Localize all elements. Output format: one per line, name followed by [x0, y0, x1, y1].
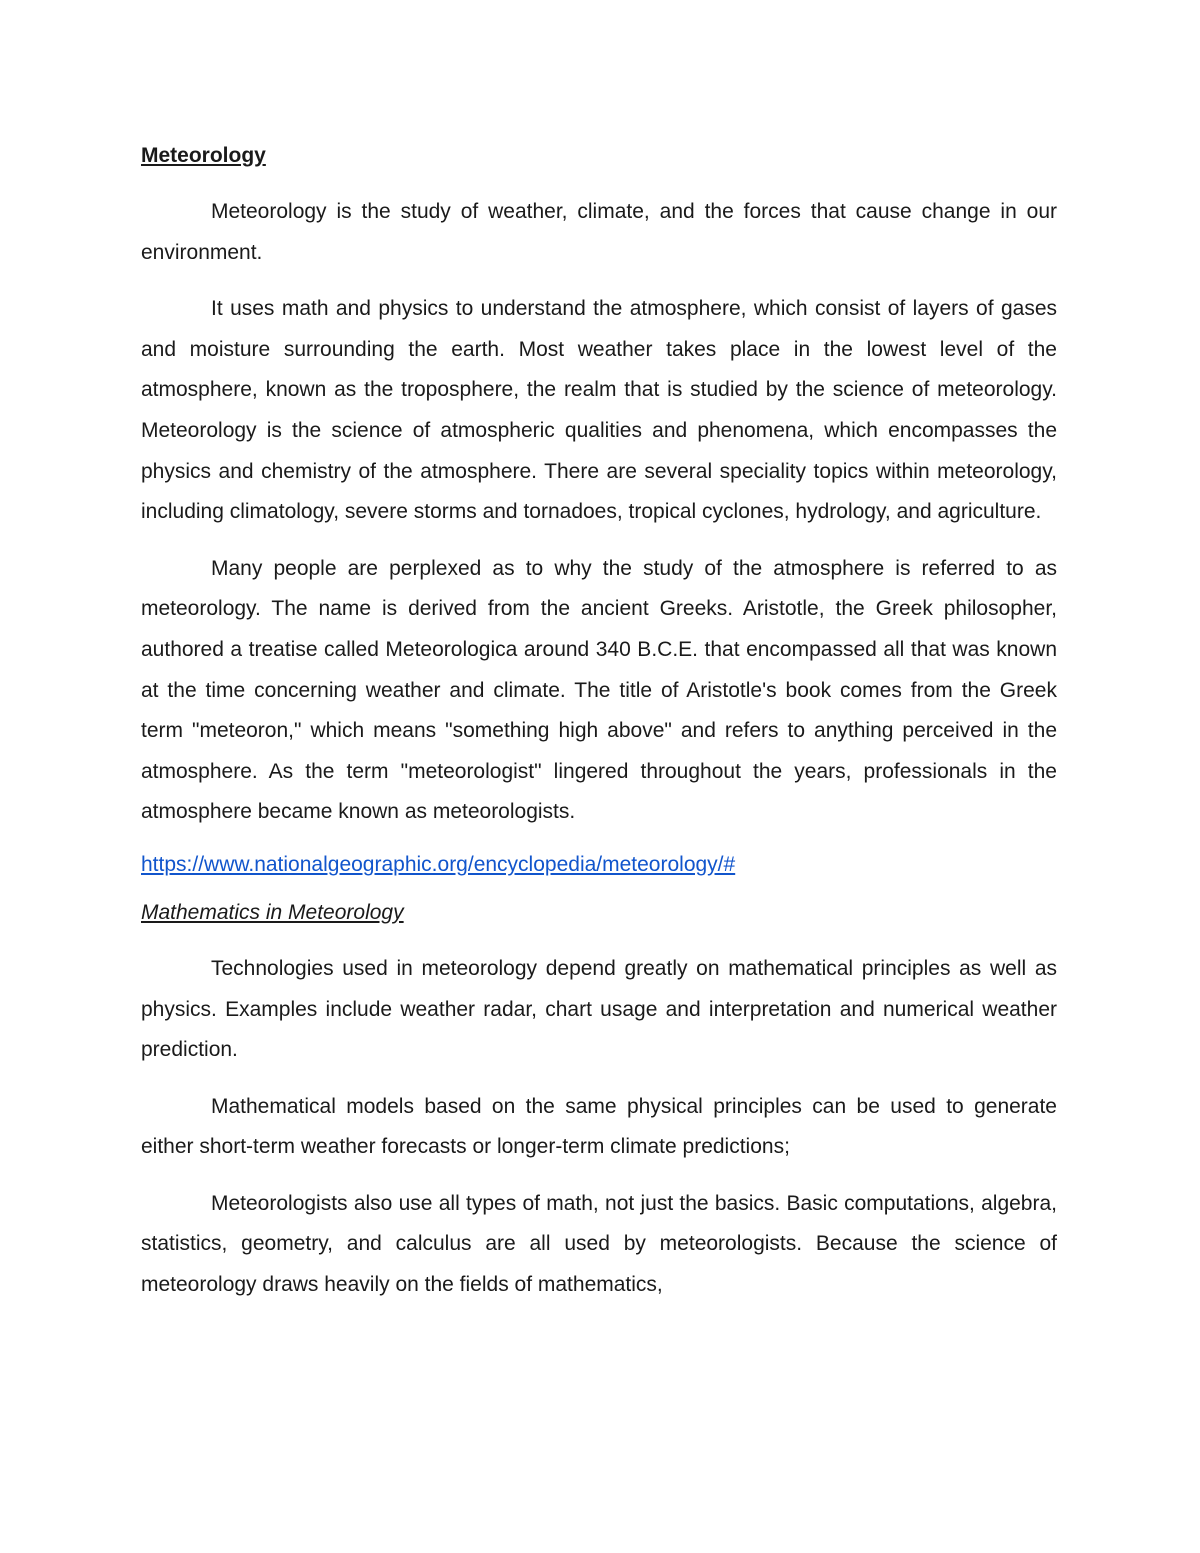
source-link[interactable]: https://www.nationalgeographic.org/encyclopedia/meteorology/#	[141, 852, 736, 876]
paragraph-atmosphere: It uses math and physics to understand the atmosphere, which consist of layers of gases and moisture surrounding the earth. Most weather takes place in the lowest level of the atmosphere, known as the troposphere, the realm that is studied by the science of meteorology. Meteorology is the science of atmospheric qualities and phenomena, which encompasses the physics and chemistry of the atmosphere. There are several speciality topics within meteorology, including climatology, severe storms and tornadoes, tropical cyclones, hydrology, and agriculture.	[141, 297, 1057, 524]
paragraph-etymology: Many people are perplexed as to why the study of the atmosphere is referred to as meteorology. The name is derived from the ancient Greeks. Aristotle, the Greek philosopher, authored a treatise called Meteorologica around 340 B.C.E. that encompassed all that was known at the time concerning weather and climate. The title of Aristotle's book comes from the Greek term "meteoron," which means "something high above" and refers to anything perceived in the atmosphere. As the term "meteorologist" lingered throughout the years, professionals in the atmosphere became known as meteorologists.	[141, 556, 1057, 824]
paragraph-math-types: Meteorologists also use all types of math, not just the basics. Basic computations, algebra, statistics, geometry, and calculus are all used by meteorologists. Because the science of meteorology draws heavily on the fields of mathematics,	[141, 1191, 1057, 1297]
section-subheading: Mathematics in Meteorology	[141, 900, 404, 924]
document-title: Meteorology	[141, 144, 266, 167]
document-page	[141, 140, 1057, 1306]
paragraph-definition: Meteorology is the study of weather, climate, and the forces that cause change in our environment.	[141, 200, 1057, 264]
paragraph-models: Mathematical models based on the same physical principles can be used to generate either short-term weather forecasts or longer-term climate predictions;	[141, 1094, 1057, 1159]
paragraph-technologies: Technologies used in meteorology depend greatly on mathematical principles as well as physics. Examples include weather radar, chart usage and interpretation and numerical weather prediction.	[141, 956, 1057, 1062]
